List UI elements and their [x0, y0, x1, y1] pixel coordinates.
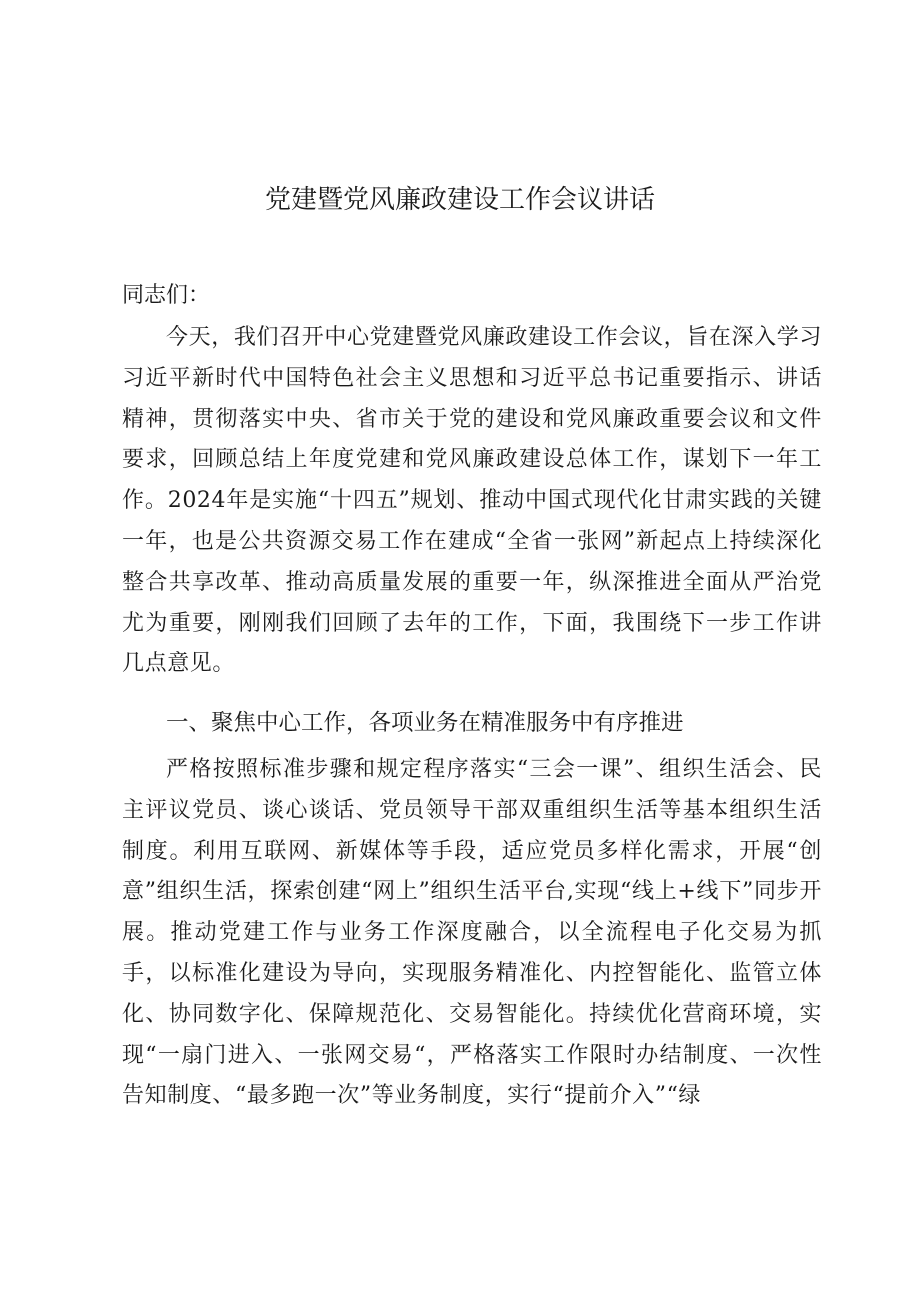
section-heading-1: 一、聚焦中心工作，各项业务在精准服务中有序推进 [166, 710, 684, 736]
paragraph-intro: 今天，我们召开中心党建暨党风廉政建设工作会议，旨在深入学习习近平新时代中国特色社会主义思想和习近平总书记重要指示、讲话精神，贯彻落实中央、省市关于党的建设和党风廉政重要会议和文件要求，回顾总结上年度党建和党风廉政建设总体工作，谋划下一年工作。2024年是实施“十四五”规划、推动中国式现代化甘肃实践的关键一年，也是公共资源交易工作在建成“全省一张网”新起点上持续深化整合共享改革、推动高质量发展的重要一年，纵深推进全面从严治党尤为重要，刚刚我们回顾了去年的工作，下面，我围绕下一步工作讲几点意见。 [122, 325, 822, 677]
document-title: 党建暨党风廉政建设工作会议讲话 [264, 185, 655, 215]
paragraph-section-1: 严格按照标准步骤和规定程序落实“三会一课”、组织生活会、民主评议党员、谈心谈话、党员领导干部双重组织生活等基本组织生活制度。利用互联网、新媒体等手段，适应党员多样化需求，开展“创意”组织生活，探索创建“网上”组织生活平台,实现“线上+线下”同步开展。推动党建工作与业务工作深度融合，以全流程电子化交易为抓手，以标准化建设为导向，实现服务精准化、内控智能化、监管立体化、协同数字化、保障规范化、交易智能化。持续优化营商环境，实现“一扇门进入、一张网交易“，严格落实工作限时办结制度、一次性告知制度、“最多跑一次”等业务制度，实行“提前介入”“绿 [122, 757, 822, 1109]
salutation: 同志们： [122, 283, 211, 308]
